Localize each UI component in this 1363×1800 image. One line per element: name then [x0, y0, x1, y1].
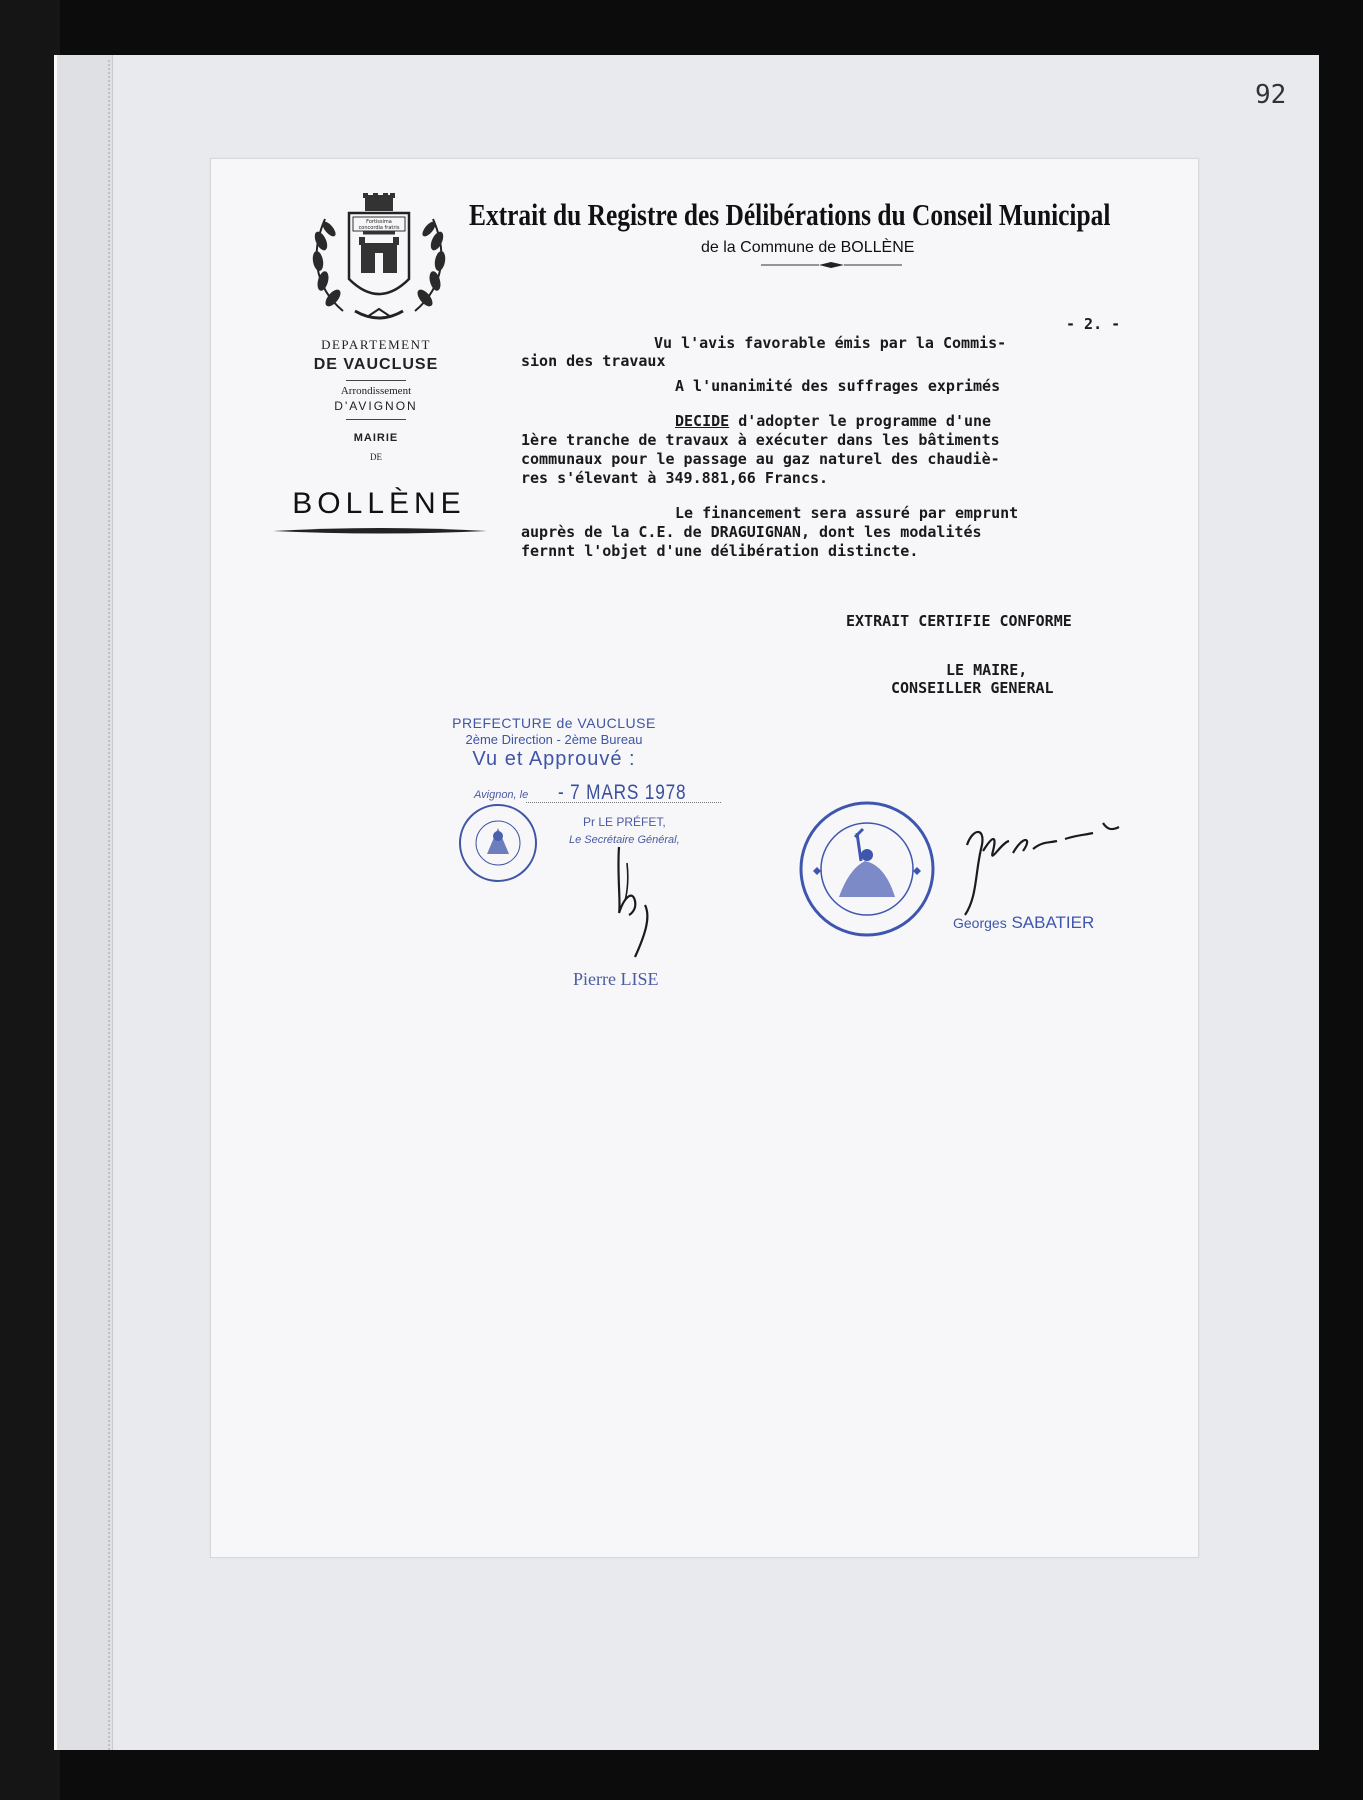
- letterhead-block: [241, 337, 511, 462]
- letterhead-departement: DEPARTEMENT: [321, 337, 431, 352]
- prefecture-signatory: Pierre LISE: [573, 969, 659, 989]
- paragraph-line: communaux pour le passage au gaz naturel des chaudiè-: [521, 450, 1000, 468]
- binder-edge: [0, 0, 60, 1800]
- signatory-last-name: SABATIER: [1011, 913, 1095, 932]
- letterhead-avignon: D'AVIGNON: [334, 399, 418, 413]
- document-sheet: [210, 158, 1199, 1558]
- mayor-title: LE MAIRE,: [946, 661, 1028, 679]
- signature-mayor: [953, 805, 1131, 920]
- divider: [346, 380, 406, 381]
- paragraph-line: 1ère tranche de travaux à exécuter dans les bâtiments: [521, 431, 1000, 449]
- mayor-signatory: [953, 913, 1094, 933]
- paragraph-line: [675, 412, 1363, 431]
- decide-keyword: DECIDE: [675, 412, 730, 430]
- signature-prefecture: [605, 835, 675, 960]
- paragraph-line: Vu l'avis favorable émis par la Commis-: [654, 334, 1007, 352]
- paragraph-line: A l'unanimité des suffrages exprimés: [675, 377, 1001, 395]
- svg-text:concordia fratris: concordia fratris: [358, 225, 400, 231]
- mairie-seal-icon: [797, 799, 937, 939]
- coat-of-arms-icon: [303, 191, 455, 329]
- board-fold: [57, 55, 113, 1750]
- paragraph-line: fernnt l'objet d'une délibération distincte.: [521, 542, 919, 560]
- approval-date: - 7 MARS 1978: [558, 781, 687, 804]
- prefecture-stamp: [449, 715, 659, 771]
- divider: [346, 419, 406, 420]
- certification-line: EXTRAIT CERTIFIE CONFORME: [846, 612, 1072, 630]
- stamp-line: PREFECTURE de VAUCLUSE: [452, 715, 656, 731]
- stamp-line: 2ème Direction - 2ème Bureau: [465, 732, 643, 747]
- stamp-place: Avignon, le: [474, 789, 529, 801]
- document-subtitle: de la Commune de BOLLÈNE: [701, 239, 915, 256]
- svg-text:Fortissima: Fortissima: [366, 219, 392, 225]
- swash-divider: [759, 261, 904, 269]
- letterhead-vaucluse: DE VAUCLUSE: [313, 356, 439, 373]
- prefecture-seal-icon: [457, 802, 539, 884]
- stamp-line: Vu et Approuvé :: [472, 748, 636, 770]
- document-title: Extrait du Registre des Délibérations du Conseil Municipal: [469, 197, 1111, 232]
- folio-number: 92: [1255, 80, 1287, 110]
- stamp-prefet: Pr LE PRÉFET,: [583, 815, 666, 829]
- letterhead-mairie: MAIRIE: [353, 432, 399, 444]
- paragraph-line: Le financement sera assuré par emprunt: [675, 504, 1019, 522]
- paragraph-text: d'adopter le programme d'une: [729, 412, 992, 430]
- mayor-role: CONSEILLER GENERAL: [891, 679, 1054, 697]
- letterhead-arrondissement: Arrondissement: [340, 385, 412, 397]
- letterhead-de: DE: [370, 452, 382, 462]
- paragraph-line: auprès de la C.E. de DRAGUIGNAN, dont les modalités: [521, 523, 982, 541]
- paragraph-line: sion des travaux: [521, 352, 666, 370]
- swash-divider: [271, 525, 489, 537]
- signatory-first-name: Georges: [953, 915, 1007, 931]
- stitch-line: [108, 60, 114, 1750]
- stamp-secretary: Le Secrétaire Général,: [569, 834, 680, 846]
- paragraph-line: res s'élevant à 349.881,66 Francs.: [521, 469, 829, 487]
- letterhead-town: BOLLÈNE: [292, 487, 466, 520]
- page-number: - 2. -: [1066, 315, 1121, 333]
